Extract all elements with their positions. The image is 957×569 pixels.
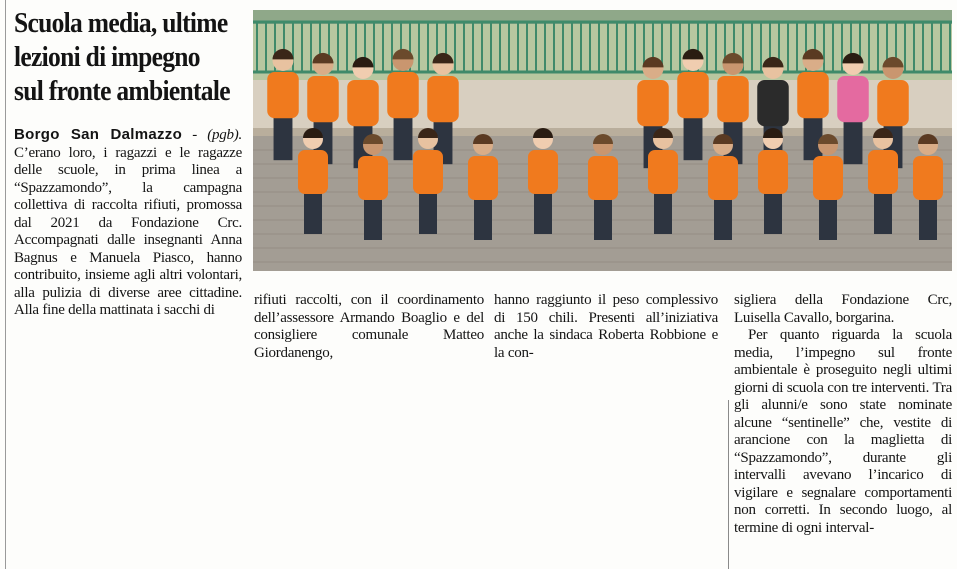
article-column-3: [494, 292, 718, 362]
column-rule-col4: [728, 400, 729, 569]
headline-line-2: lezioni di impegno: [14, 41, 200, 73]
article-photo: [253, 10, 952, 271]
article-column-4: [734, 292, 952, 537]
body-text-col3: hanno raggiunto il peso complessivo di 150 chili. Presenti all’iniziativa anche la sindaca Roberta Robbione e la con-: [494, 292, 718, 361]
dateline: Borgo San Dalmazzo: [14, 126, 183, 143]
article-column-1: [14, 126, 242, 320]
column-rule-left: [5, 0, 6, 569]
author-credit: (pgb).: [207, 127, 242, 143]
headline-line-3: sul fronte ambientale: [14, 75, 230, 107]
article-column-2: [254, 292, 484, 362]
dateline-separator: -: [182, 127, 208, 143]
group-photo-illustration: [253, 10, 952, 271]
body-text-col1: C’erano loro, i ragazzi e le ragazze delle scuole, in prima linea a “Spazzamondo”, la campagna collettiva di raccolta rifiuti, promossa dal 2021 da Fondazione Crc. Accompagnati dalle insegnanti Anna Bagnus e Manuela Piasco, hanno contribuito, insieme agli altri volontari, alla pulizia di diverse aree cittadine. Alla fine della mattinata i sacchi di: [14, 144, 242, 318]
headline: [14, 6, 230, 108]
article-paragraph-1: [14, 126, 242, 320]
headline-line-1: Scuola media, ultime: [14, 7, 228, 39]
body-text-col4-p1: sigliera della Fondazione Crc, Luisella Cavallo, borgarina.: [734, 292, 952, 326]
body-text-col2: rifiuti raccolti, con il coordinamento dell’assessore Armando Boaglio e del consigliere comunale Matteo Giordanengo,: [254, 292, 484, 361]
body-text-col4-p2: Per quanto riguarda la scuola media, l’impegno sul fronte ambientale è proseguito negli ultimi giorni di scuola con tre interventi. Tra gli alunni/e sono state nominate alcune “sentinelle” che, vestite di arancione con la maglietta di “Spazzamondo”, durante gli intervalli avevano l’incarico di vigilare e segnalare comportamenti non corretti. In secondo luogo, al termine di ogni interval-: [734, 327, 952, 536]
